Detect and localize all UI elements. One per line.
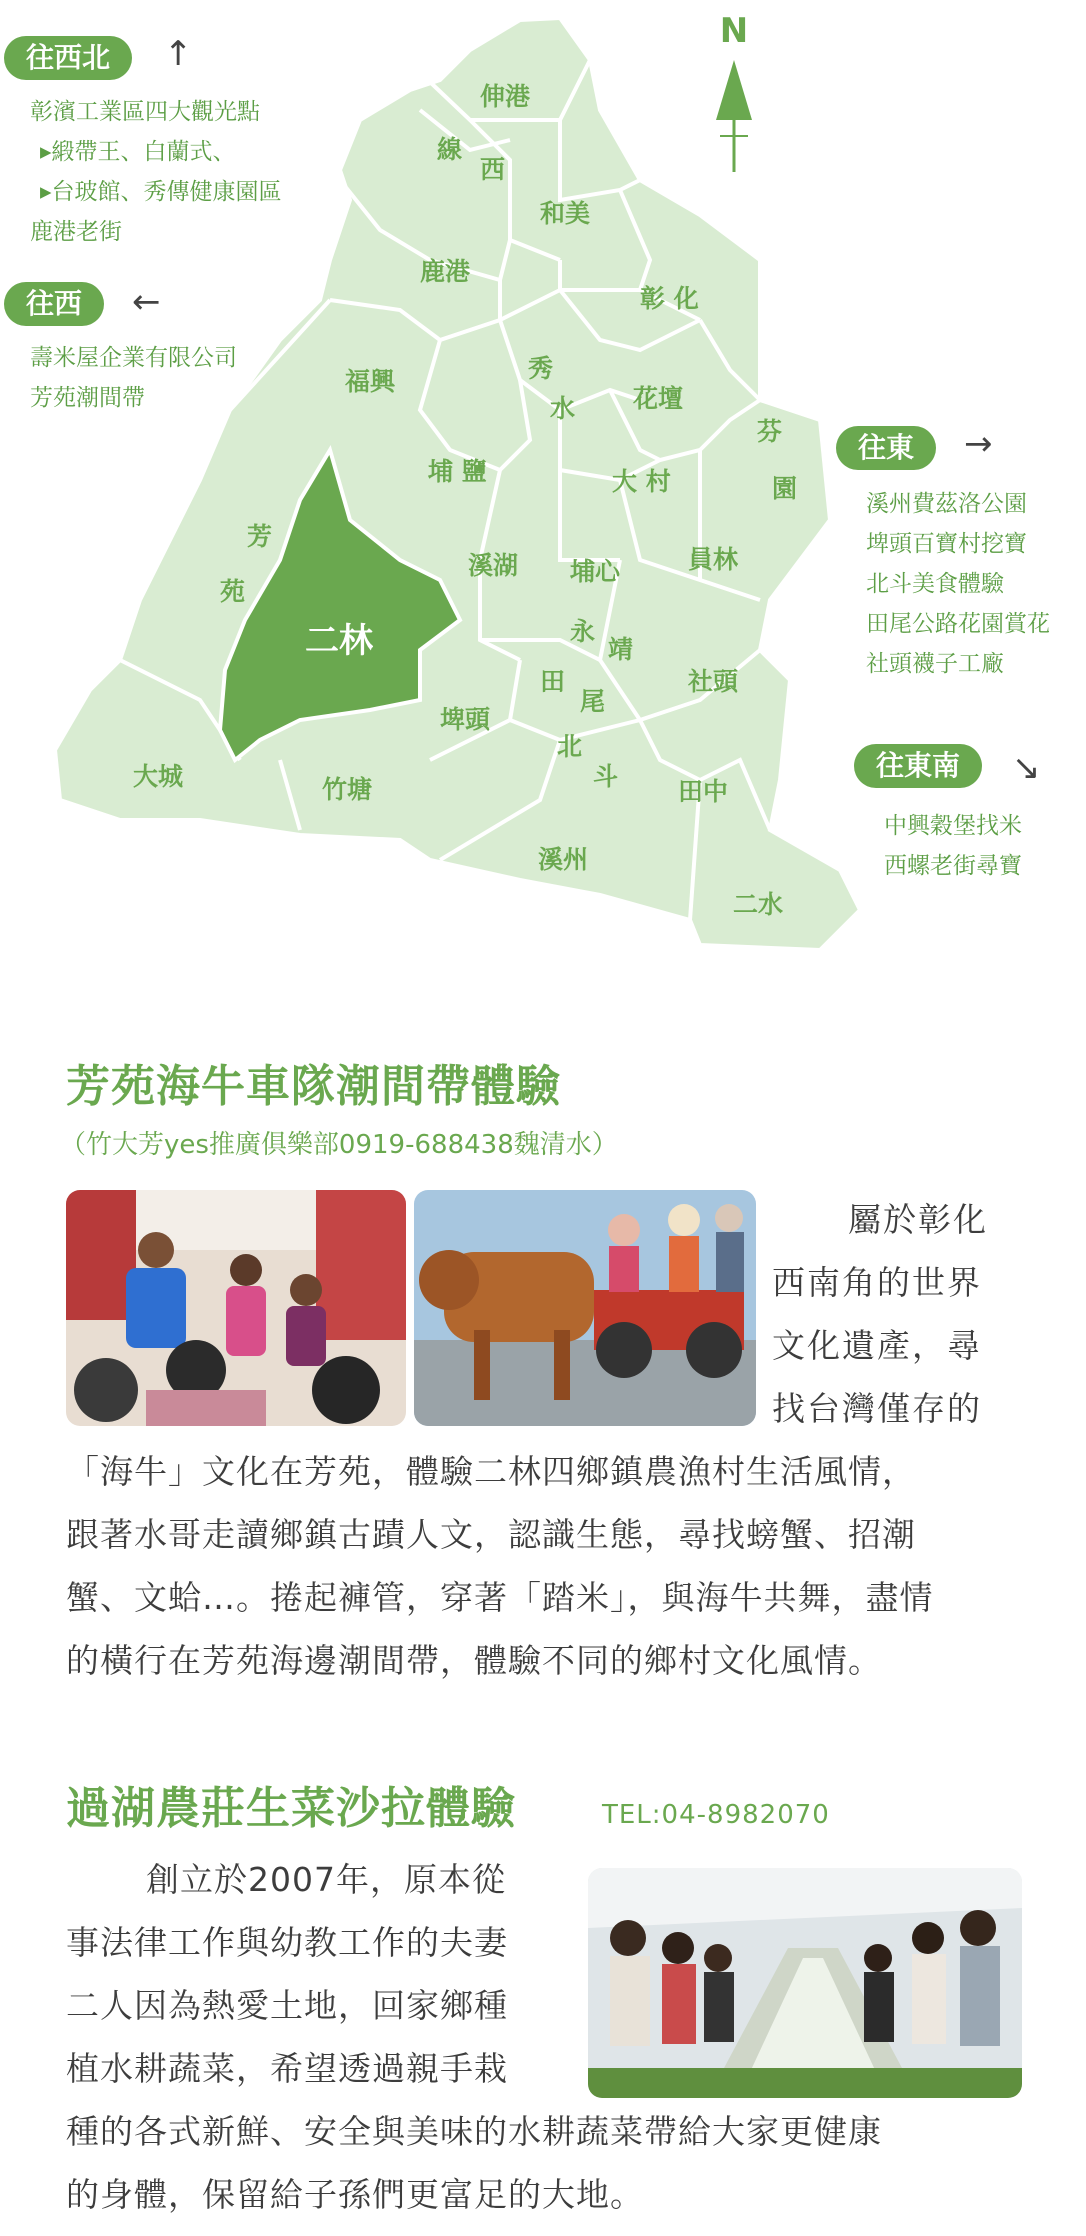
section1-body-line: 「海牛」文化在芳苑，體驗二林四鄉鎮農漁村生活風情，	[66, 1452, 916, 1491]
town-ershui: 二水	[733, 890, 784, 919]
town-lugang: 鹿港	[420, 257, 471, 286]
section1-body-line: 跟著水哥走讀鄉鎮古蹟人文，認識生態，尋找螃蟹、招潮	[66, 1515, 916, 1554]
direction-west-badge: 往西	[4, 282, 104, 326]
section1-body	[66, 1440, 1056, 1692]
town-hemei: 和美	[540, 199, 591, 228]
northwest-line: 彰濱工業區四大觀光點	[30, 99, 260, 125]
section1-side-line: 找台灣僅存的	[772, 1389, 982, 1428]
northwest-line: ▸台玻館、秀傳健康園區	[40, 179, 282, 205]
west-attractions	[30, 338, 237, 418]
town-puyan: 埔 鹽	[428, 457, 487, 486]
southeast-line: 中興穀堡找米	[884, 813, 1022, 839]
section2-side-line: 植水耕蔬菜，希望透過親手栽	[66, 2049, 508, 2088]
town-pitou: 埤頭	[440, 705, 491, 734]
section2-tel: TEL:04-8982070	[602, 1800, 830, 1830]
northwest-line: 鹿港老街	[30, 219, 122, 245]
section1-side-text	[772, 1188, 1072, 1440]
north-arrow-icon	[716, 60, 752, 120]
northwest-attractions	[30, 92, 282, 252]
town-dacun: 大 村	[612, 467, 671, 496]
west-line: 壽米屋企業有限公司	[30, 345, 237, 371]
direction-east-badge: 往東	[836, 426, 936, 470]
town-xianxi-1: 線	[437, 135, 463, 164]
town-xiushui-1: 秀	[528, 354, 554, 383]
town-fenyuan-2: 園	[772, 474, 798, 503]
section1-side-line: 西南角的世界	[772, 1263, 982, 1302]
west-line: 芳苑潮間帶	[30, 385, 145, 411]
section1-title: 芳苑海牛車隊潮間帶體驗	[66, 1061, 561, 1112]
town-fangyuan-2: 苑	[220, 577, 246, 606]
photo-ox-cart	[414, 1190, 756, 1426]
east-line: 北斗美食體驗	[866, 571, 1004, 597]
town-shengang: 伸港	[480, 82, 531, 111]
arrow-right-icon: →	[964, 424, 993, 464]
town-beidou-1: 北	[557, 732, 583, 761]
section1-body-line: 的橫行在芳苑海邊潮間帶，體驗不同的鄉村文化風情。	[66, 1641, 882, 1680]
town-erlin: 二林	[305, 621, 373, 661]
section2-body	[66, 2100, 1056, 2226]
town-tianwei-1: 田	[540, 667, 566, 696]
section2-side-line: 創立於2007年，原本從	[146, 1860, 506, 1899]
section2-side-line: 事法律工作與幼教工作的夫妻	[66, 1923, 508, 1962]
section1-side-line: 文化遺產，尋	[772, 1326, 982, 1365]
town-changhua: 彰 化	[640, 284, 699, 313]
compass-north-label: N	[719, 11, 749, 51]
town-xiushui-2: 水	[550, 394, 576, 423]
compass	[716, 11, 752, 172]
town-puxin: 埔心	[570, 557, 621, 586]
arrow-left-icon: ←	[132, 282, 161, 322]
east-line: 埤頭百寶村挖寶	[866, 531, 1027, 557]
east-line: 社頭襪子工廠	[866, 651, 1004, 677]
arrow-up-icon: ↑	[164, 34, 193, 74]
direction-northwest-badge: 往西北	[4, 36, 132, 80]
town-shetou: 社頭	[688, 667, 739, 696]
direction-southeast-badge: 往東南	[854, 744, 982, 788]
section2-title: 過湖農莊生菜沙拉體驗	[66, 1783, 516, 1834]
town-tianzhong: 田中	[678, 777, 729, 806]
east-line: 溪州費茲洛公園	[866, 491, 1027, 517]
town-zhutang: 竹塘	[322, 775, 373, 804]
town-xizhou: 溪州	[538, 845, 589, 874]
town-yongjing-2: 靖	[608, 635, 634, 664]
arrow-down-right-icon: ↘	[1012, 748, 1041, 788]
southeast-attractions	[884, 806, 1022, 886]
section2-body-line: 種的各式新鮮、安全與美味的水耕蔬菜帶給大家更健康	[66, 2112, 882, 2151]
northwest-line: ▸緞帶王、白蘭式、	[40, 139, 236, 165]
town-huatan: 花壇	[633, 384, 684, 413]
section1-body-line: 蟹、文蛤…。捲起褲管，穿著「踏米」，與海牛共舞，盡情	[66, 1578, 934, 1617]
town-yongjing-1: 永	[570, 617, 596, 646]
town-fuxing: 福興	[345, 367, 396, 396]
town-yuanlin: 員林	[688, 545, 739, 574]
photo-greenhouse	[588, 1868, 1022, 2098]
east-attractions	[866, 484, 1050, 684]
town-beidou-2: 斗	[593, 762, 619, 791]
east-line: 田尾公路花園賞花	[866, 611, 1050, 637]
southeast-line: 西螺老街尋寶	[884, 853, 1022, 879]
town-fenyuan-1: 芬	[757, 417, 783, 446]
section1-side-line: 屬於彰化	[848, 1200, 988, 1239]
section2-body-line: 的身體，保留給子孫們更富足的大地。	[66, 2175, 644, 2214]
photo-tour-group	[66, 1190, 406, 1426]
section2-side-text	[66, 1848, 586, 2100]
section1-subtitle: （竹大芳yes推廣俱樂部0919-688438魏清水）	[60, 1130, 618, 1160]
town-xianxi-2: 西	[480, 155, 506, 184]
town-xihu: 溪湖	[468, 551, 519, 580]
town-dacheng: 大城	[133, 762, 184, 791]
town-fangyuan-1: 芳	[247, 522, 273, 551]
section2-side-line: 二人因為熱愛土地，回家鄉種	[66, 1986, 508, 2025]
town-tianwei-2: 尾	[580, 687, 606, 716]
